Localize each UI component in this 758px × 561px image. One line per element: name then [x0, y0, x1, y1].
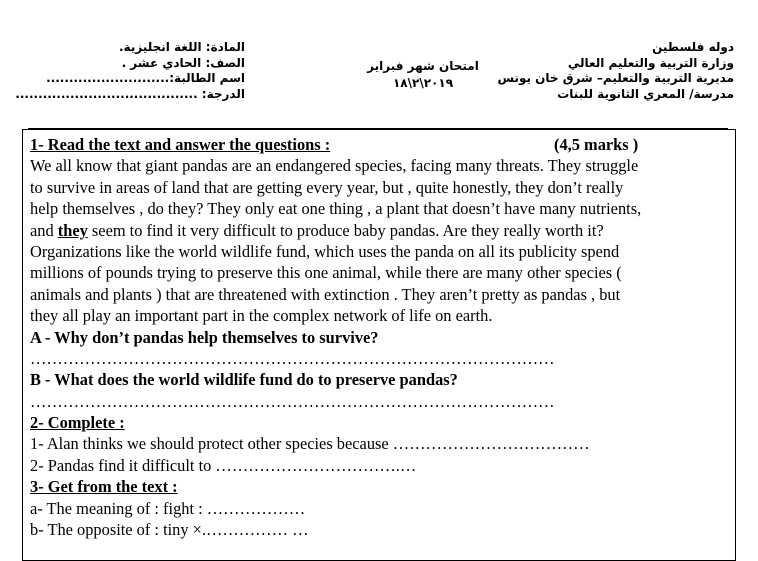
passage-line [30, 220, 730, 241]
exam-body [30, 134, 730, 540]
section1-marks: (4,5 marks ) [554, 135, 639, 154]
exam-date: ٢٠١٩\٢\١٨ [392, 76, 454, 90]
question-b: B - What does the world wildlife fund do to preserve pandas? [30, 370, 458, 390]
passage-line: help themselves , do they? They only eat one thing , a plant that doesn’t have many nutrients, [30, 199, 642, 219]
section2-heading: 2- Complete : [30, 413, 125, 433]
question-a: A - Why don’t pandas help themselves to survive? [30, 327, 379, 347]
section3-heading: 3- Get from the text : [30, 477, 178, 497]
passage-text: and [30, 220, 58, 240]
section3-heading-line [30, 476, 730, 497]
answer-line-b[interactable]: …………………………………………………………………………………… [30, 391, 555, 411]
passage-line: Organizations like the world wildlife fund, which uses the panda on all its publicity spend [30, 241, 620, 261]
school-header [497, 40, 734, 102]
header-school: مدرسة/ المعري الثانوية للبنات [557, 86, 734, 101]
passage-line: to survive in areas of land that are getting every year, but , quite honestly, they don’t really [30, 177, 624, 197]
vocab-item-b[interactable]: b- The opposite of : tiny ×.…………… … [30, 520, 309, 540]
answer-line-a[interactable]: …………………………………………………………………………………… [30, 348, 555, 368]
passage-line: millions of pounds trying to preserve this one animal, while there are many other species ( [30, 263, 622, 283]
complete-item-2[interactable]: 2- Pandas find it difficult to …………………………….… [30, 455, 417, 475]
header-subject: المادة: اللغة انجليزية. [118, 40, 245, 54]
exam-title: امتحان شهر فبراير [367, 59, 479, 73]
header-student-name: اسم الطالبة:........................... [46, 71, 245, 85]
section1-heading: 1- Read the text and answer the questions : [30, 135, 331, 154]
exam-info [328, 58, 518, 92]
section1-heading-line [30, 134, 730, 155]
header-directorate: مديرية التربية والتعليم– شرق خان يونس [497, 71, 734, 85]
passage-line: We all know that giant pandas are an endangered species, facing many threats. They struggle [30, 156, 639, 176]
vocab-item-a[interactable]: a- The meaning of : fight : ……………… [30, 498, 306, 518]
header-score: الدرجة: ........................................ [15, 86, 245, 101]
header-ministry: وزارة التربية والتعليم العالي [567, 55, 734, 70]
header-grade: الصف: الحادي عشر . [121, 55, 245, 70]
subject-header [15, 40, 245, 102]
passage-text: seem to find it very difficult to produce baby pandas. Are they really worth it? [87, 220, 604, 240]
passage-line: animals and plants ) that are threatened with extinction . They aren’t pretty as pandas , but [30, 284, 621, 304]
passage-line: they all play an important part in the complex network of life on earth. [30, 306, 493, 326]
section2-heading-line [30, 412, 730, 433]
header-country: دوله فلسطين [652, 40, 734, 54]
highlighted-word: they [57, 220, 88, 240]
complete-item-1[interactable]: 1- Alan thinks we should protect other species because ……………………………… [30, 434, 590, 454]
